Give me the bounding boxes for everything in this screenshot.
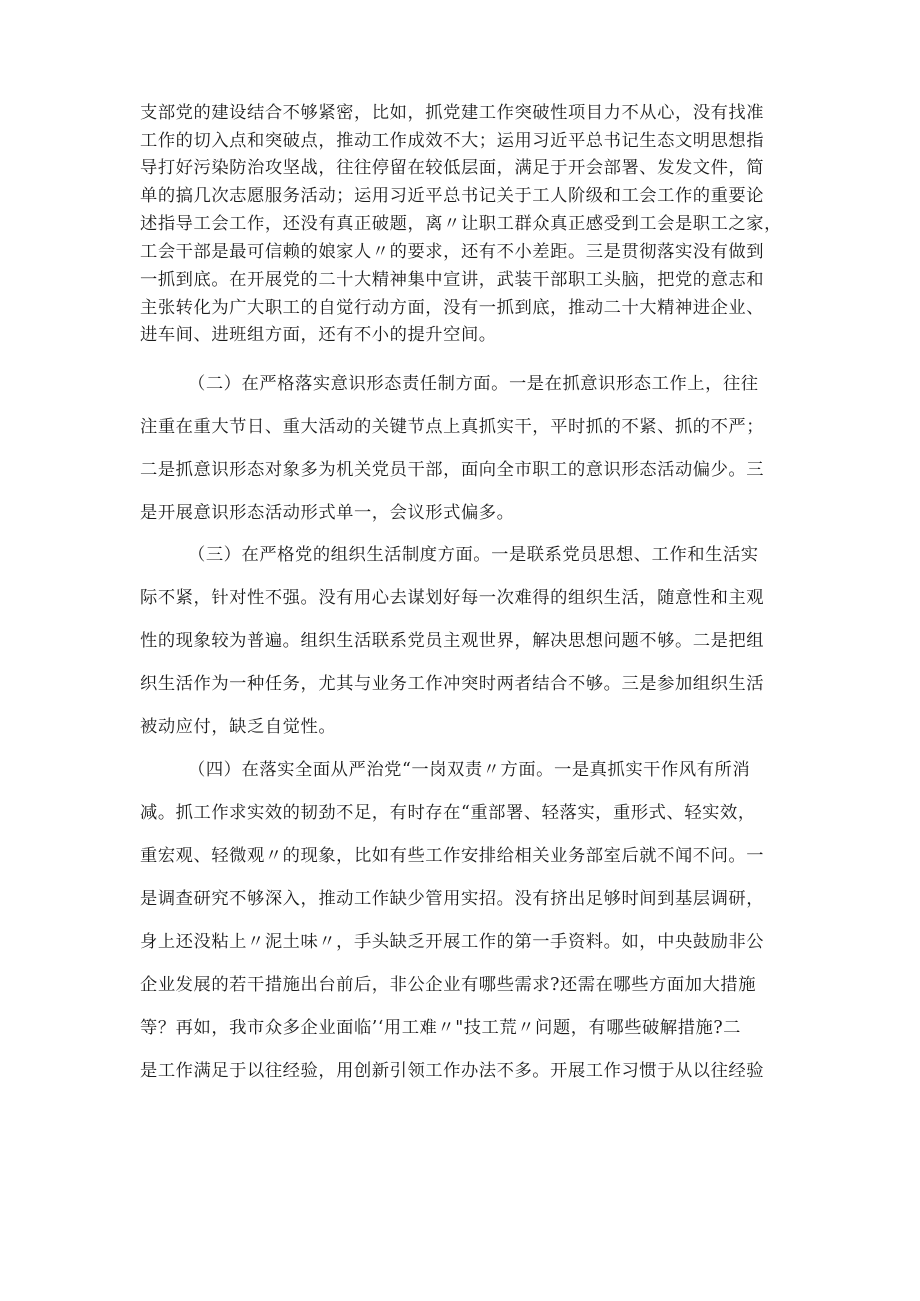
- text-line: 支部党的建设结合不够紧密，比如，抓党建工作突破性项目力不从心，没有找准: [140, 103, 765, 123]
- text-line: 企业发展的若干措施出台前后，非公企业有哪些需求?还需在哪些方面加大措施: [140, 975, 757, 995]
- text-line: 织生活作为一种任务，尤其与业务工作冲突时两者结合不够。三是参加组织生活: [140, 674, 765, 694]
- text-line: 减。抓工作求实效的韧劲不足，有时存在“重部署、轻落实，重形式、轻实效，: [140, 803, 756, 823]
- text-line: 导打好污染防治攻坚战，往往停留在较低层面，满足于开会部署、发发文件，简: [140, 158, 765, 178]
- text-line: 被动应付，缺乏自觉性。: [140, 717, 337, 737]
- text-line: 工会干部是最可信赖的娘家人〃的要求，还有不小差距。三是贯彻落实没有做到: [140, 242, 765, 262]
- text-line: 性的现象较为普遍。组织生活联系党员主观世界，解决思想问题不够。二是把组: [140, 631, 765, 651]
- text-line: 际不紧，针对性不强。没有用心去谋划好每一次难得的组织生活，随意性和主观: [140, 588, 765, 608]
- text-line: 是工作满足于以往经验，用创新引领工作办法不多。开展工作习惯于从以往经验: [140, 1061, 765, 1081]
- text-line: 是开展意识形态活动形式单一，会议形式偏多。: [140, 503, 515, 523]
- text-line: 述指导工会工作，还没有真正破题，离〃让职工群众真正感受到工会是职工之家，: [140, 214, 782, 234]
- text-line: 单的搞几次志愿服务活动；运用习近平总书记关于工人阶级和工会工作的重要论: [140, 186, 765, 206]
- text-line: 主张转化为广大职工的自觉行动方面，没有一抓到底，推动二十大精神进企业、: [140, 298, 765, 318]
- text-line: 工作的切入点和突破点，推动工作成效不大；运用习近平总书记生态文明思想指: [140, 131, 765, 151]
- text-line: 身上还没粘上〃泥土味〃，手头缺乏开展工作的第一手资料。如，中央鼓励非公: [140, 932, 765, 952]
- text-line: 一抓到底。在开展党的二十大精神集中宣讲，武装干部职工头脑，把党的意志和: [140, 270, 765, 290]
- text-line: 进车间、进班组方面，还有不小的提升空间。: [140, 325, 497, 345]
- text-line: 二是抓意识形态对象多为机关党员干部，面向全市职工的意识形态活动偏少。三: [140, 460, 765, 480]
- section-2-heading-line: （二）在严格落实意识形态责任制方面。一是在抓意识形态工作上，往往: [188, 374, 759, 394]
- text-line: 是调查研究不够深入，推动工作缺少管用实招。没有挤出足够时间到基层调研，: [140, 889, 765, 909]
- section-3-heading-line: （三）在严格党的组织生活制度方面。一是联系党员思想、工作和生活实: [188, 545, 759, 565]
- text-line: 注重在重大节日、重大活动的关键节点上真抓实干，平时抓的不紧、抓的不严；: [140, 417, 765, 437]
- section-4-heading-line: （四）在落实全面从严治党“一岗双责〃方面。一是真抓实干作风有所消: [188, 760, 751, 780]
- text-line: 重宏观、轻微观〃的现象，比如有些工作安排给相关业务部室后就不闻不问。一: [140, 846, 765, 866]
- text-line: 等？再如，我市众多企业面临’‘用工难〃"技工荒〃问题，有哪些破解措施?二: [140, 1018, 742, 1038]
